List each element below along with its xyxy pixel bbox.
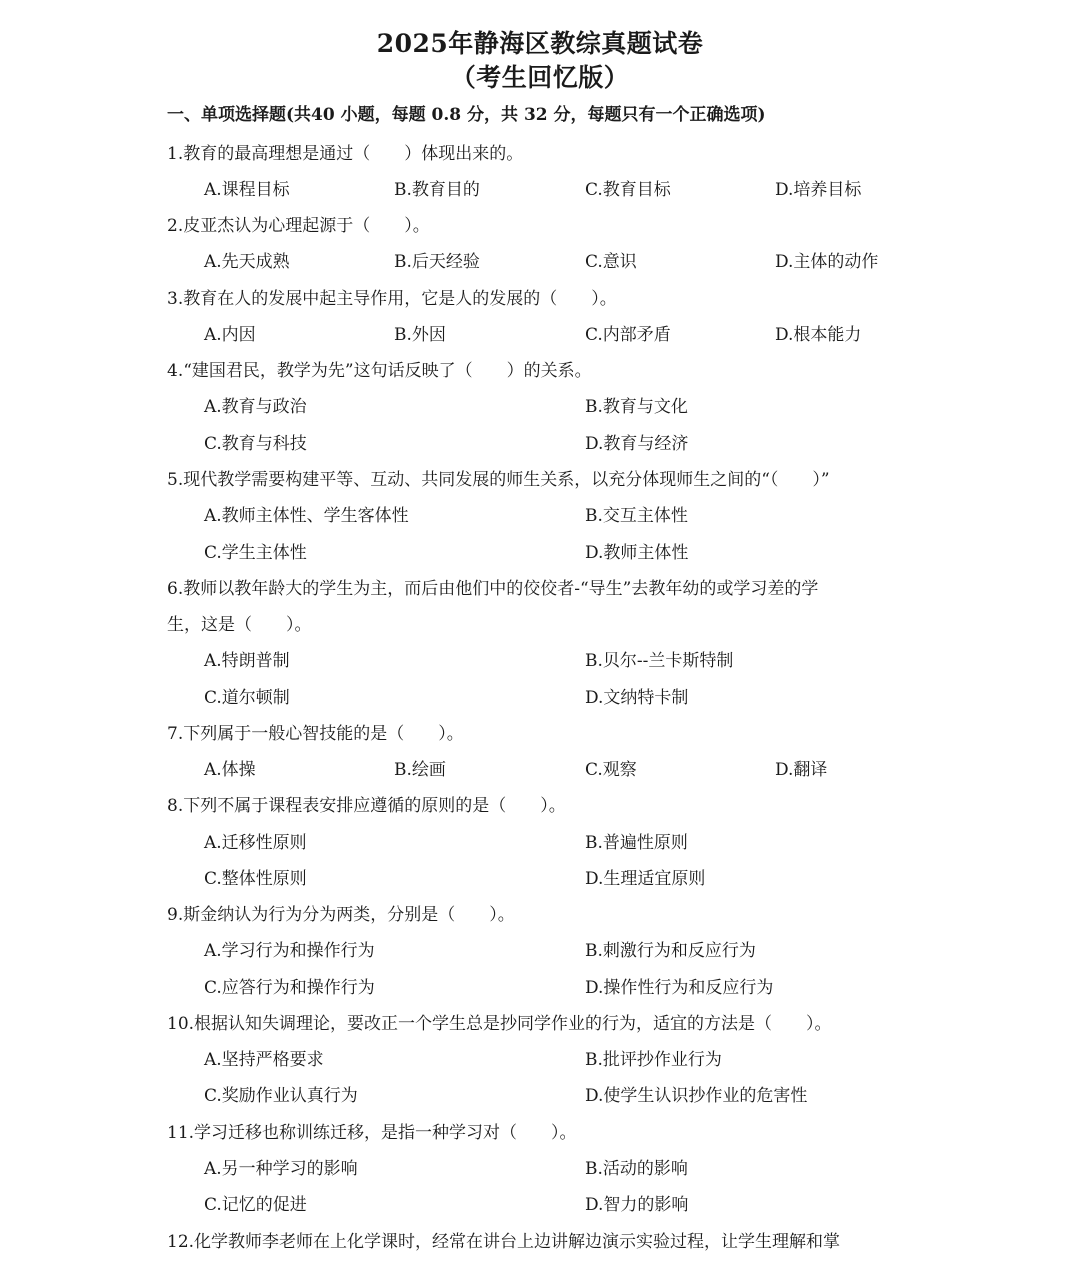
question-10-stem: 10.根据认知失调理论，要改正一个学生总是抄同学作业的行为，适宜的方法是（ ）。 [167, 1014, 832, 1034]
question-4-option-b: B.教育与文化 [585, 397, 688, 417]
question-8-option-a: A.迁移性原则 [204, 833, 307, 853]
question-10-option-d: D.使学生认识抄作业的危害性 [585, 1086, 808, 1106]
question-8-option-b: B.普遍性原则 [585, 833, 688, 853]
exam-subtitle: （考生回忆版） [450, 63, 630, 92]
question-2-option-a: A.先天成熟 [204, 252, 290, 272]
question-10-option-c: C.奖励作业认真行为 [204, 1086, 358, 1106]
question-11-option-d: D.智力的影响 [585, 1195, 689, 1215]
question-3-stem: 3.教育在人的发展中起主导作用，它是人的发展的（ ）。 [167, 289, 617, 309]
question-3-option-a: A.内因 [204, 325, 256, 345]
question-8-option-c: C.整体性原则 [204, 869, 307, 889]
question-5-stem: 5.现代教学需要构建平等、互动、共同发展的师生关系，以充分体现师生之间的“（ ）” [167, 470, 830, 490]
question-11-option-a: A.另一种学习的影响 [204, 1159, 358, 1179]
question-5-option-b: B.交互主体性 [585, 506, 688, 526]
question-2-stem: 2.皮亚杰认为心理起源于（ ）。 [167, 216, 430, 236]
question-1-option-b: B.教育目的 [394, 180, 480, 200]
question-7-stem: 7.下列属于一般心智技能的是（ ）。 [167, 724, 464, 744]
question-1-option-d: D.培养目标 [775, 180, 862, 200]
question-5-option-c: C.学生主体性 [204, 543, 307, 563]
question-7-option-a: A.体操 [204, 760, 256, 780]
section-heading: 一、单项选择题(共40 小题，每题 0.8 分，共 32 分，每题只有一个正确选项) [167, 105, 766, 125]
question-8-stem: 8.下列不属于课程表安排应遵循的原则的是（ ）。 [167, 796, 566, 816]
question-1-option-c: C.教育目标 [585, 180, 671, 200]
question-6-option-b: B.贝尔--兰卡斯特制 [585, 651, 734, 671]
question-4-option-c: C.教育与科技 [204, 434, 307, 454]
question-1-stem: 1.教育的最高理想是通过（ ）体现出来的。 [167, 144, 524, 164]
question-3-option-c: C.内部矛盾 [585, 325, 671, 345]
question-5-option-a: A.教师主体性、学生客体性 [204, 506, 409, 526]
question-2-option-d: D.主体的动作 [775, 252, 879, 272]
question-7-option-c: C.观察 [585, 760, 637, 780]
question-7-option-b: B.绘画 [394, 760, 446, 780]
question-7-option-d: D.翻译 [775, 760, 828, 780]
question-2-option-b: B.后天经验 [394, 252, 480, 272]
question-8-option-d: D.生理适宜原则 [585, 869, 706, 889]
question-10-option-b: B.批评抄作业行为 [585, 1050, 722, 1070]
question-6-stem-line2: 生，这是（ ）。 [167, 615, 312, 635]
question-9-option-b: B.刺激行为和反应行为 [585, 941, 756, 961]
question-11-option-c: C.记忆的促进 [204, 1195, 307, 1215]
question-6-option-a: A.特朗普制 [204, 651, 290, 671]
question-4-option-d: D.教育与经济 [585, 434, 689, 454]
question-5-option-d: D.教师主体性 [585, 543, 689, 563]
question-4-option-a: A.教育与政治 [204, 397, 307, 417]
question-2-option-c: C.意识 [585, 252, 637, 272]
question-6-option-c: C.道尔顿制 [204, 688, 290, 708]
question-9-stem: 9.斯金纳认为行为分为两类，分别是（ ）。 [167, 905, 515, 925]
question-3-option-b: B.外因 [394, 325, 446, 345]
question-9-option-a: A.学习行为和操作行为 [204, 941, 375, 961]
exam-title: 2025年静海区教综真题试卷 [376, 29, 704, 58]
question-11-stem: 11.学习迁移也称训练迁移，是指一种学习对（ ）。 [167, 1123, 577, 1143]
question-6-stem-line1: 6.教师以教年龄大的学生为主，而后由他们中的佼佼者-“导生”去教年幼的或学习差的学 [167, 579, 819, 599]
question-3-option-d: D.根本能力 [775, 325, 862, 345]
question-12-stem: 12.化学教师李老师在上化学课时，经常在讲台上边讲解边演示实验过程，让学生理解和掌 [167, 1232, 841, 1252]
question-9-option-c: C.应答行为和操作行为 [204, 978, 375, 998]
question-9-option-d: D.操作性行为和反应行为 [585, 978, 774, 998]
question-10-option-a: A.坚持严格要求 [204, 1050, 324, 1070]
question-1-option-a: A.课程目标 [204, 180, 290, 200]
question-6-option-d: D.文纳特卡制 [585, 688, 689, 708]
question-4-stem: 4.“建国君民，教学为先”这句话反映了（ ）的关系。 [167, 361, 592, 381]
question-11-option-b: B.活动的影响 [585, 1159, 688, 1179]
